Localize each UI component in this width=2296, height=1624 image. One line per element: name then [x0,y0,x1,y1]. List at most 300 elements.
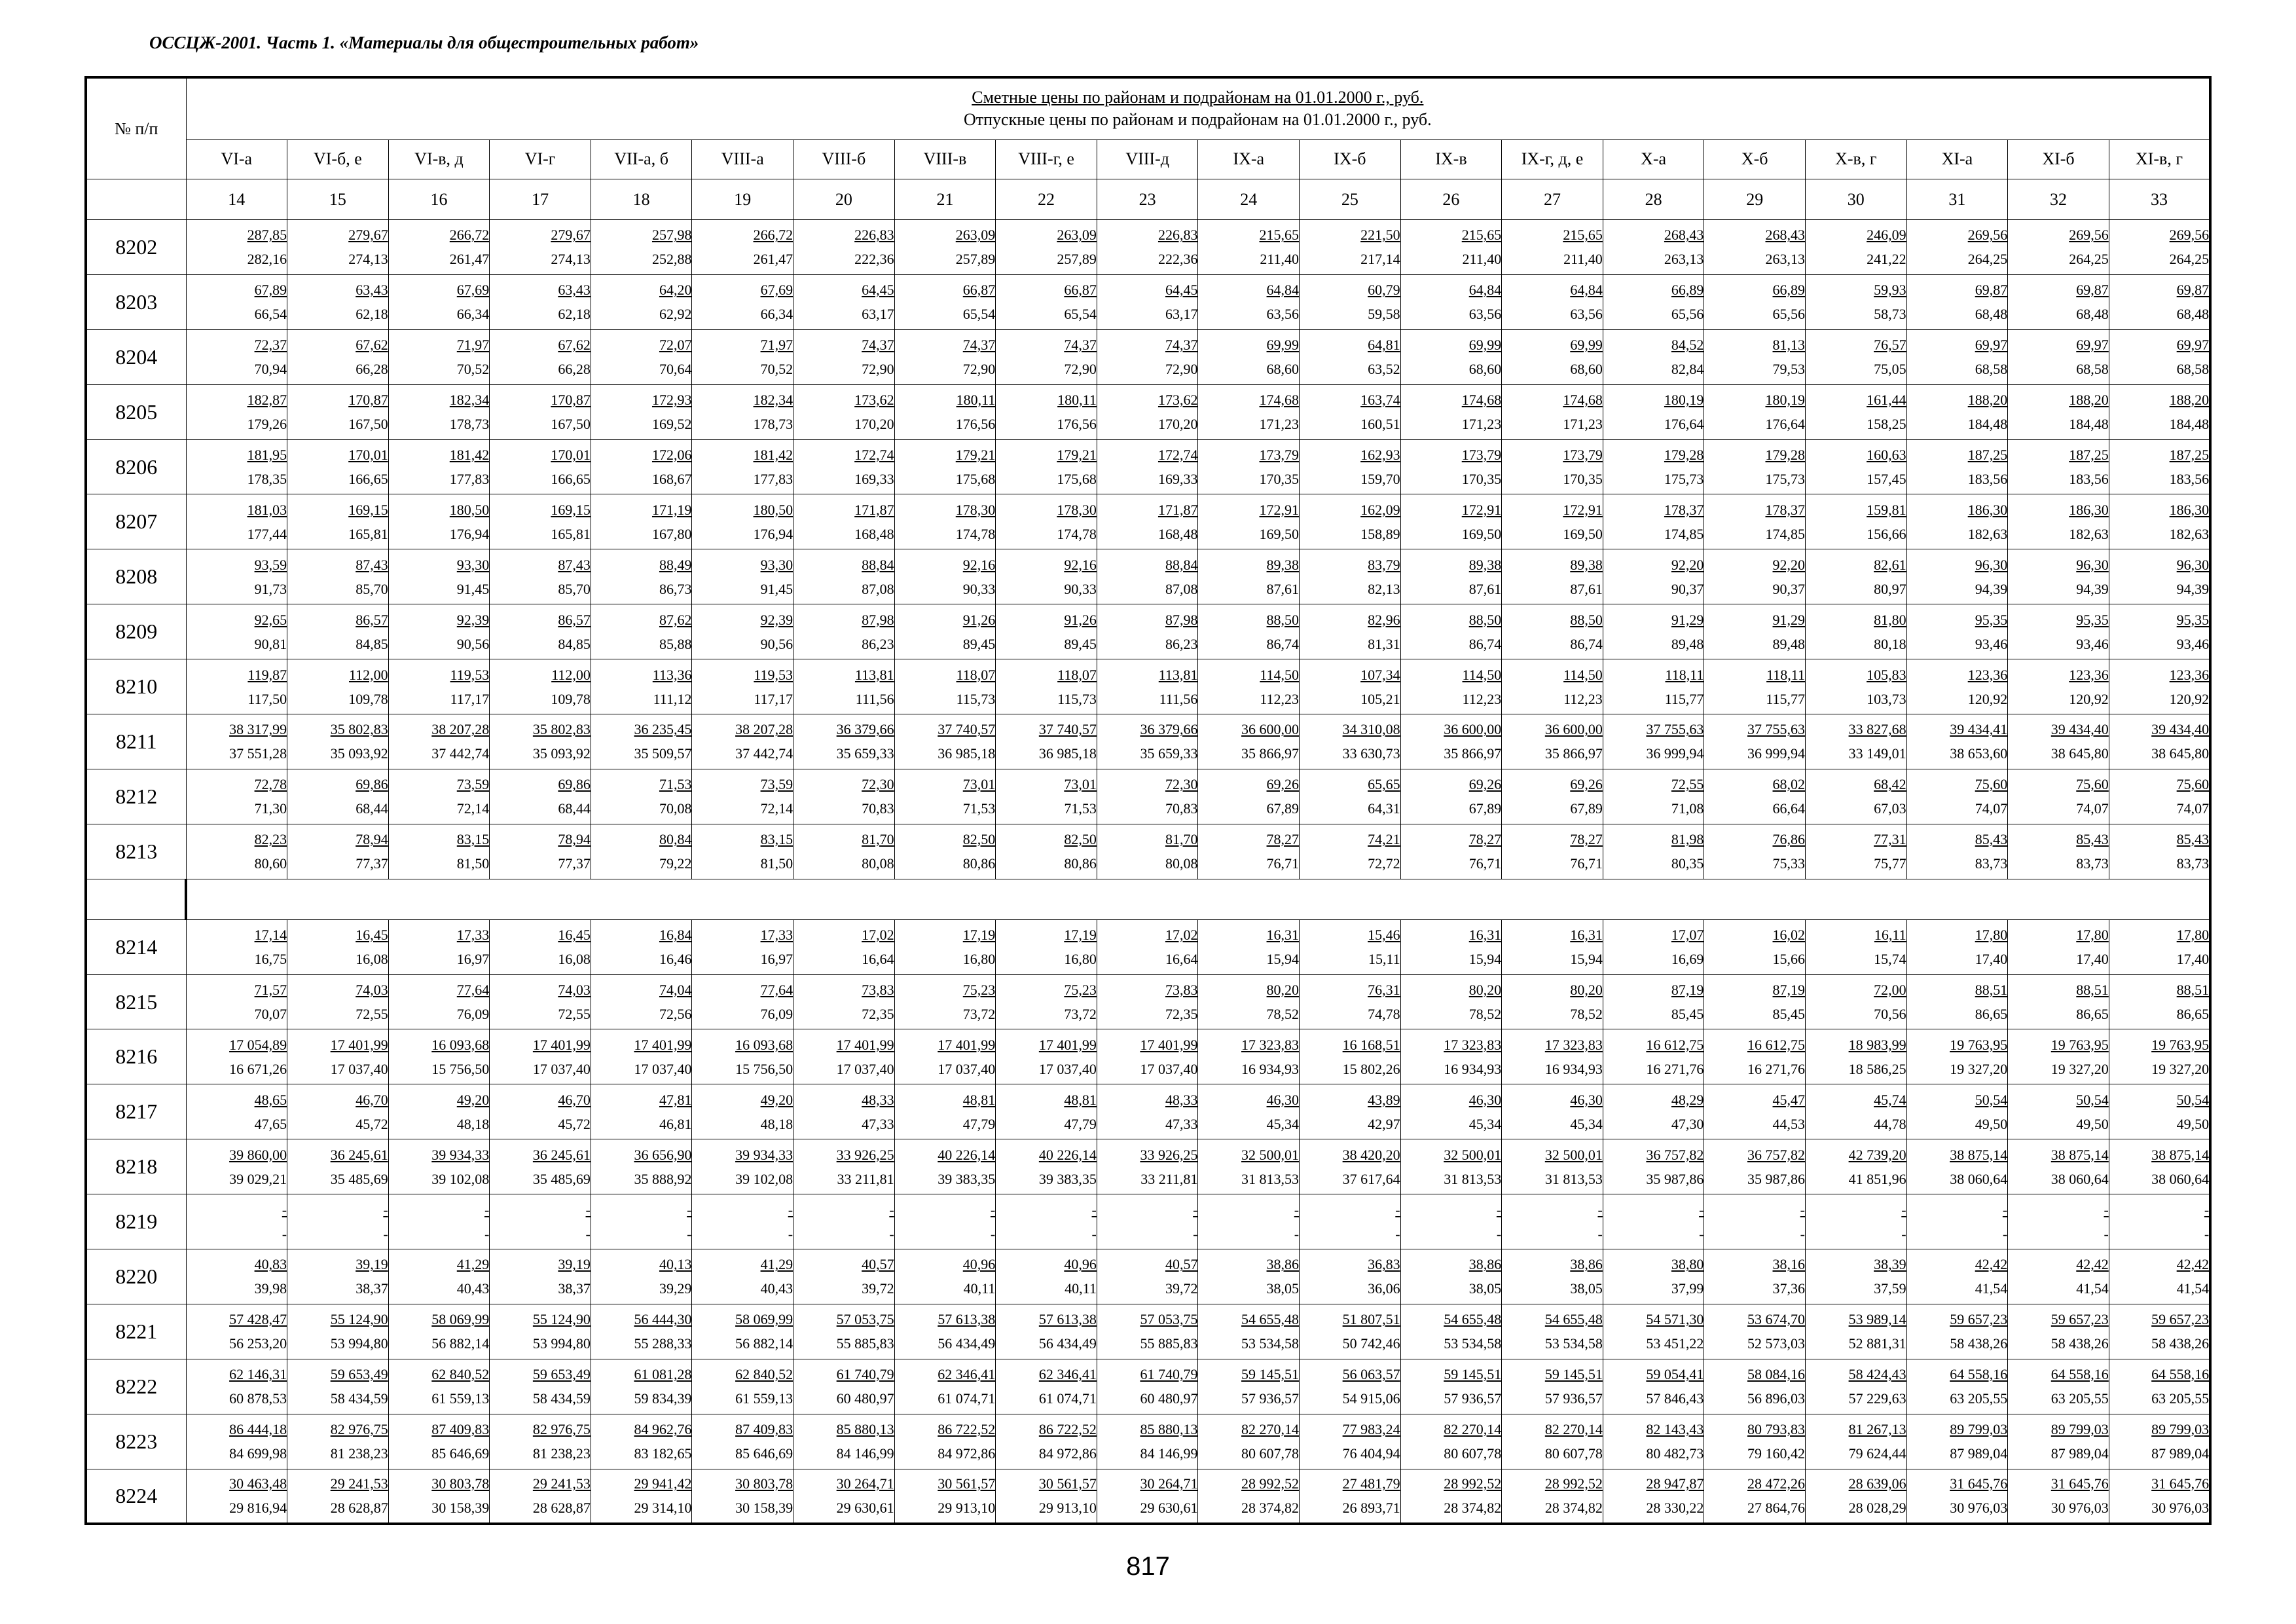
price-cell [996,919,1097,974]
estimated-price: 92,39 [456,611,490,628]
release-price: 68,58 [2076,361,2109,378]
estimated-price: 78,27 [1468,831,1502,848]
release-price: 80,18 [1874,635,1906,652]
release-price: 184,48 [2069,416,2109,433]
price-cell [996,1304,1097,1359]
price-cell [2109,1414,2210,1469]
price-cell [490,1414,591,1469]
price-cell [692,549,793,604]
estimated-price: 75,60 [2076,776,2109,793]
release-price: 68,60 [1266,361,1300,378]
estimated-price: 119,53 [450,666,490,683]
estimated-price: 59 657,23 [1950,1311,2008,1328]
price-cell [2109,604,2210,659]
estimated-price: 57 053,75 [836,1311,894,1328]
estimated-price: 88,50 [1570,611,1603,628]
estimated-price: 226,83 [854,227,894,244]
release-price: 53 451,22 [1646,1335,1704,1352]
release-price: 66,28 [558,361,591,378]
price-cell [894,274,996,329]
estimated-price: 67,62 [355,337,388,354]
estimated-price: 96,30 [1975,556,2008,573]
column-number: 15 [287,179,389,220]
release-price: 76,71 [1570,855,1603,872]
estimated-price: 69,87 [2176,282,2210,299]
release-price: 63,52 [1368,361,1400,378]
release-price: - [1091,1225,1097,1242]
estimated-price: - [788,1201,793,1218]
price-cell [287,1084,389,1139]
estimated-price: 32 500,01 [1444,1146,1502,1163]
estimated-price: 172,93 [651,392,692,409]
estimated-price: 88,50 [1266,611,1300,628]
release-price: 58 438,26 [2050,1335,2109,1352]
price-cell [490,329,591,384]
price-cell [2008,919,2109,974]
price-cell [894,1469,996,1524]
table-row [86,220,2210,275]
release-price: 82,13 [1368,580,1400,597]
estimated-price: 72,55 [1671,776,1704,793]
release-price: 103,73 [1867,690,1906,707]
item-number: 8204 [86,329,186,384]
price-cell [2109,274,2210,329]
estimated-price: 48,29 [1671,1091,1704,1108]
estimated-price: 92,39 [760,611,793,628]
price-cell [1198,769,1300,824]
release-price: 89,45 [962,635,996,652]
price-cell [490,1139,591,1194]
price-cell [2008,1139,2109,1194]
price-cell [1704,1084,1806,1139]
estimated-price: 38 420,20 [1342,1146,1400,1163]
release-price: 57 936,57 [1544,1390,1603,1407]
estimated-price: 53 989,14 [1848,1311,1906,1328]
price-cell [1603,384,1704,439]
price-cell [1300,1249,1401,1304]
estimated-price: 17,33 [760,927,793,944]
estimated-price: 85,43 [2176,831,2210,848]
price-cell [287,974,389,1029]
release-price: 183,56 [2169,471,2210,487]
price-cell [1400,824,1502,879]
price-cell [692,329,793,384]
price-cell [894,1359,996,1414]
estimated-price: 171,19 [651,501,692,518]
price-cell [996,1139,1097,1194]
estimated-price: 279,67 [348,227,388,244]
release-price: 86,73 [659,580,692,597]
release-price: 15,11 [1368,951,1400,968]
release-price: 90,37 [1671,580,1704,597]
estimated-price: 82,96 [1368,611,1400,628]
price-cell [894,1029,996,1084]
price-cell [2109,1304,2210,1359]
estimated-price: 36 757,82 [1646,1146,1704,1163]
table-row [86,769,2210,824]
release-price: 28 330,22 [1646,1500,1704,1517]
estimated-price: 118,11 [1766,666,1805,683]
price-cell [1097,659,1198,714]
estimated-price: 31 645,76 [2151,1475,2210,1492]
release-price: 60 480,97 [836,1390,894,1407]
release-price: 28 374,82 [1241,1500,1300,1517]
price-cell [490,659,591,714]
release-price: 39 102,08 [735,1170,793,1187]
column-number-blank [86,179,186,220]
release-price: 174,78 [1057,525,1097,542]
price-cell [591,439,692,494]
table-row [86,1469,2210,1524]
release-price: 39 102,08 [431,1170,490,1187]
price-cell [1704,659,1806,714]
estimated-price: 119,53 [754,666,793,683]
price-cell [894,974,996,1029]
price-cell [287,329,389,384]
price-cell [2008,1304,2109,1359]
estimated-price: 180,19 [1664,392,1704,409]
price-cell [287,1469,389,1524]
estimated-price: 188,20 [2169,392,2210,409]
release-price: 83,73 [2076,855,2109,872]
release-price: 45,34 [1266,1115,1300,1132]
price-cell [1603,1249,1704,1304]
price-cell [996,714,1097,769]
release-price: 47,33 [1165,1115,1198,1132]
release-price: 39 383,35 [1038,1170,1097,1187]
release-price: 38 060,64 [1950,1170,2008,1187]
release-price: 46,81 [659,1115,692,1132]
release-price: 264,25 [1967,251,2008,268]
price-cell [1906,329,2008,384]
release-price: 182,63 [2169,525,2210,542]
estimated-price: 49,20 [760,1091,793,1108]
estimated-price: 87,62 [659,611,692,628]
estimated-price: 57 613,38 [938,1311,996,1328]
price-cell [388,220,490,275]
price-cell [1198,329,1300,384]
price-cell [287,824,389,879]
estimated-price: 74,03 [558,982,591,999]
estimated-price: 96,30 [2076,556,2109,573]
estimated-price: 266,72 [449,227,490,244]
estimated-price: 182,87 [247,392,287,409]
price-cell [1300,274,1401,329]
release-price: 165,81 [348,525,388,542]
price-cell [996,494,1097,549]
release-price: 84,85 [355,635,388,652]
release-price: 31 813,53 [1544,1170,1603,1187]
item-number: 8224 [86,1469,186,1524]
price-cell [894,824,996,879]
estimated-price: 187,25 [2069,447,2109,463]
price-cell [287,714,389,769]
price-cell [1704,714,1806,769]
estimated-price: 269,56 [2169,227,2210,244]
estimated-price: 74,37 [1064,337,1097,354]
release-price: 70,52 [760,361,793,378]
estimated-price: - [1395,1201,1400,1218]
release-price: 171,23 [1563,416,1603,433]
release-price: 90,56 [456,635,490,652]
price-cell [1806,659,1907,714]
estimated-price: 42,42 [2076,1256,2109,1273]
release-price: 55 885,83 [836,1335,894,1352]
estimated-price: 17 401,99 [330,1036,388,1053]
release-price: 66,34 [456,306,490,323]
release-price: 35 093,92 [532,745,591,762]
district-header: XI-б [2008,139,2109,179]
release-price: 39 383,35 [938,1170,996,1187]
estimated-price: 279,67 [551,227,591,244]
release-price: 17 037,40 [532,1060,591,1077]
release-price: 16,46 [659,951,692,968]
release-price: 67,03 [1874,800,1906,817]
release-price: 58 434,59 [532,1390,591,1407]
release-price: 39,29 [659,1280,692,1297]
estimated-price: 77,64 [760,982,793,999]
estimated-price: 41,29 [456,1256,490,1273]
price-cell [490,494,591,549]
estimated-price: 39 434,41 [1950,721,2008,738]
release-price: 38,37 [355,1280,388,1297]
estimated-price: 180,11 [1057,392,1097,409]
price-cell [1502,714,1603,769]
release-price: 217,14 [1360,251,1400,268]
release-prices-caption: Отпускные цены по районам и подрайонам на 01.01.2000 г., руб. [964,110,1432,130]
price-cell [1704,824,1806,879]
item-number: 8203 [86,274,186,329]
price-cell [591,769,692,824]
release-price: 94,39 [1975,580,2008,597]
item-number: 8214 [86,919,186,974]
release-price: 67,89 [1570,800,1603,817]
price-cell [1806,274,1907,329]
price-cell [1502,1139,1603,1194]
price-cell [1806,1084,1907,1139]
release-price: 29 913,10 [1038,1500,1097,1517]
release-price: 83,73 [1975,855,2008,872]
price-cell [1300,1414,1401,1469]
release-price: 72,56 [659,1006,692,1023]
estimated-price: 66,87 [1064,282,1097,299]
estimated-price: 28 639,06 [1848,1475,1906,1492]
estimated-price: 180,50 [753,501,793,518]
item-number: 8222 [86,1359,186,1414]
price-cell [1502,1249,1603,1304]
release-price: 59,58 [1368,306,1400,323]
price-cell [1400,494,1502,549]
estimated-price: 30 561,57 [1038,1475,1097,1492]
price-cell [591,549,692,604]
price-cell [2008,1359,2109,1414]
estimated-price: 38 207,28 [431,721,490,738]
estimated-price: 88,51 [2076,982,2109,999]
estimated-price: 72,78 [254,776,287,793]
district-header: X-а [1603,139,1704,179]
estimated-price: 181,42 [449,447,490,463]
estimated-price: 35 802,83 [532,721,591,738]
price-cell [1603,549,1704,604]
price-cell [996,824,1097,879]
release-price: 73,72 [1064,1006,1097,1023]
column-number: 31 [1906,179,2008,220]
estimated-price: 60,79 [1368,282,1400,299]
estimated-price: 50,54 [2176,1091,2210,1108]
price-cell [1603,1414,1704,1469]
release-price: 167,50 [348,416,388,433]
price-table [84,76,2212,1525]
estimated-price: 162,93 [1360,447,1400,463]
estimated-price: 172,74 [854,447,894,463]
price-cell [1806,1194,1907,1249]
estimated-price: 287,85 [247,227,287,244]
release-price: 64,31 [1368,800,1400,817]
release-price: 87 989,04 [2151,1445,2210,1462]
price-cell [287,604,389,659]
price-cell [1198,439,1300,494]
release-price: 85,70 [355,580,388,597]
price-cell [591,274,692,329]
estimated-price: 215,65 [1563,227,1603,244]
price-cell [2008,549,2109,604]
release-price: 65,54 [962,306,996,323]
estimated-price: 64,45 [1165,282,1198,299]
release-price: 29 913,10 [938,1500,996,1517]
release-price: - [585,1225,591,1242]
district-header: IX-г, д, е [1502,139,1603,179]
gap-cell [186,879,2210,919]
release-price: 27 864,76 [1747,1500,1805,1517]
price-cell [1198,714,1300,769]
price-cell [1097,274,1198,329]
estimated-prices-caption: Сметные цены по районам и подрайонам на 01.01.2000 г., руб. [972,88,1424,107]
estimated-price: 17,07 [1671,927,1704,944]
price-cell [1806,1304,1907,1359]
estimated-price: 69,87 [1975,282,2008,299]
price-cell [793,974,895,1029]
release-price: 39 029,21 [229,1170,287,1187]
release-price: 169,33 [854,471,894,487]
release-price: 60 878,53 [229,1390,287,1407]
estimated-price: 34 310,08 [1342,721,1400,738]
estimated-price: 76,57 [1874,337,1906,354]
price-cell [692,1359,793,1414]
price-cell [1502,274,1603,329]
release-price: 89,48 [1772,635,1805,652]
release-price: 70,83 [862,800,894,817]
release-price: 38 653,60 [1950,745,2008,762]
price-cell [1502,1029,1603,1084]
price-cell [1603,1194,1704,1249]
estimated-price: 80,84 [659,831,692,848]
release-price: 38 645,80 [2050,745,2109,762]
release-price: 66,34 [760,306,793,323]
release-price: 85,70 [558,580,591,597]
release-price: 68,48 [1975,306,2008,323]
price-cell [1603,329,1704,384]
release-price: 70,83 [1165,800,1198,817]
release-price: 47,65 [254,1115,287,1132]
district-header: X-в, г [1806,139,1907,179]
estimated-price: 17 401,99 [938,1036,996,1053]
release-price: 63 205,55 [2050,1390,2109,1407]
estimated-price: 46,30 [1570,1091,1603,1108]
release-price: 70,56 [1874,1006,1906,1023]
price-cell [1300,1139,1401,1194]
release-price: 53 534,58 [1241,1335,1300,1352]
price-cell [2109,1249,2210,1304]
release-price: 111,56 [855,690,894,707]
price-cell [2109,1469,2210,1524]
price-cell [287,1139,389,1194]
estimated-price: 86 722,52 [1038,1421,1097,1438]
price-cell [1704,919,1806,974]
estimated-price: - [2204,1201,2210,1218]
estimated-price: 268,43 [1664,227,1704,244]
estimated-price: 72,07 [659,337,692,354]
estimated-price: 67,69 [760,282,793,299]
release-price: 30 976,03 [2151,1500,2210,1517]
price-cell [490,439,591,494]
estimated-price: 72,37 [254,337,287,354]
price-cell [1502,439,1603,494]
price-cell [186,274,287,329]
release-price: 63,56 [1570,306,1603,323]
release-price: 274,13 [551,251,591,268]
estimated-price: 169,15 [348,501,388,518]
price-cell [1400,1029,1502,1084]
release-price: 120,92 [1967,690,2008,707]
estimated-price: 59 653,49 [330,1366,388,1383]
estimated-price: 118,07 [1057,666,1097,683]
estimated-price: 28 947,87 [1646,1475,1704,1492]
release-price: 85,45 [1671,1006,1704,1023]
release-price: 35 866,97 [1241,745,1300,762]
estimated-price: 74,04 [659,982,692,999]
price-cell [490,384,591,439]
estimated-price: 170,87 [551,392,591,409]
release-price: 117,50 [247,690,287,707]
estimated-price: 88,84 [1165,556,1198,573]
release-price: 68,60 [1468,361,1502,378]
release-price: 56 896,03 [1747,1390,1805,1407]
price-cell [1502,1084,1603,1139]
release-price: 33 211,81 [1140,1170,1198,1187]
release-price: 81,31 [1368,635,1400,652]
release-price: 35 659,33 [1140,745,1198,762]
estimated-price: 19 763,95 [2151,1036,2210,1053]
release-price: 85,45 [1772,1006,1805,1023]
release-price: 177,44 [247,525,287,542]
estimated-price: 113,36 [652,666,692,683]
item-number: 8218 [86,1139,186,1194]
release-price: 257,89 [1057,251,1097,268]
price-cell [1704,1194,1806,1249]
estimated-price: 66,89 [1671,282,1704,299]
price-cell [1704,220,1806,275]
estimated-price: 88,51 [2176,982,2210,999]
item-number: 8208 [86,549,186,604]
price-cell [1906,1029,2008,1084]
price-cell [1300,604,1401,659]
estimated-price: 172,91 [1461,501,1502,518]
estimated-price: - [484,1201,490,1218]
estimated-price: 178,30 [1057,501,1097,518]
release-price: 211,40 [1260,251,1300,268]
column-number: 20 [793,179,895,220]
price-cell [996,1084,1097,1139]
